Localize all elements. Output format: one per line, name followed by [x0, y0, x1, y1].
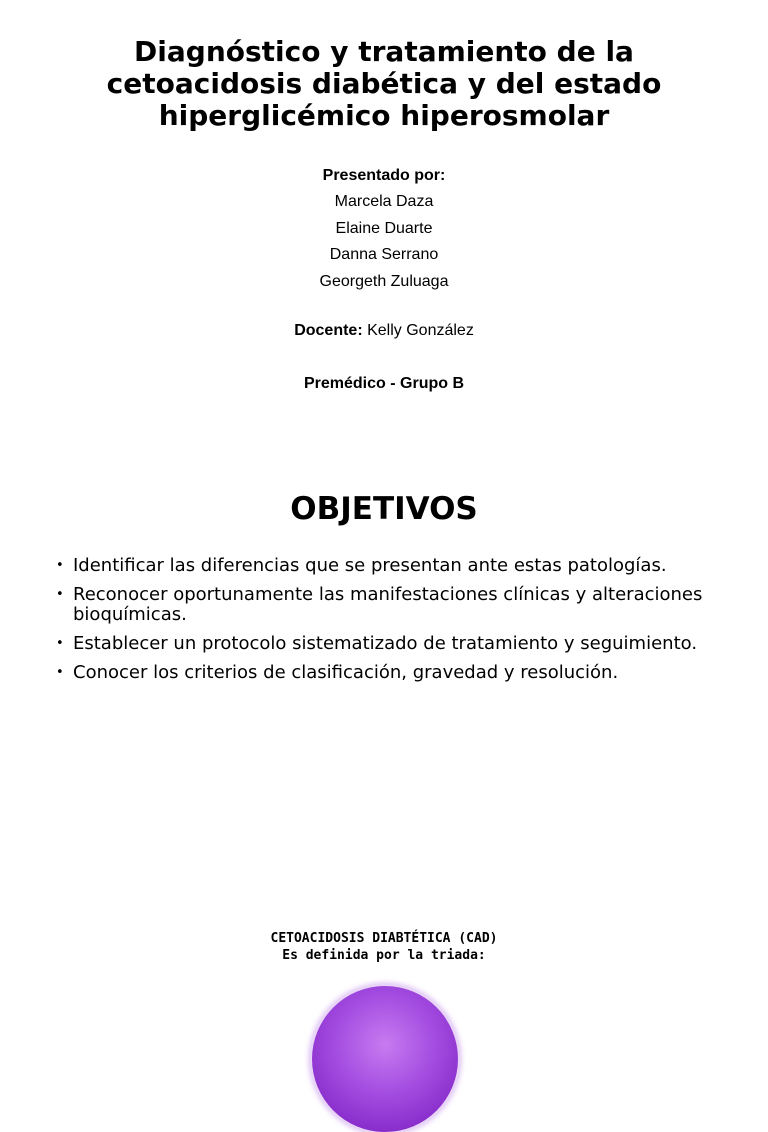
- objective-text: Establecer un protocolo sistematizado de tratamiento y seguimiento.: [73, 633, 698, 654]
- presenter-name: Elaine Duarte: [335, 219, 433, 237]
- objective-text: Identificar las diferencias que se presentan ante estas patologías.: [73, 555, 667, 576]
- presenters-block: [0, 163, 768, 295]
- list-item: [56, 634, 736, 654]
- docente-name: Kelly González: [367, 322, 474, 339]
- list-item: [56, 556, 736, 576]
- objectives-heading: OBJETIVOS: [290, 491, 478, 527]
- objective-text: Reconocer oportunamente las manifestaciones clínicas y alteraciones bioquímicas.: [73, 584, 703, 625]
- bullet-icon: •: [56, 665, 64, 680]
- bullet-icon: •: [56, 558, 64, 573]
- list-item: [56, 663, 736, 683]
- cad-subtitle: Es definida por la triada:: [282, 948, 486, 963]
- docente-label: Docente:: [294, 322, 363, 339]
- list-item: [56, 585, 736, 625]
- cad-heading: [0, 930, 768, 964]
- document-title: Diagnóstico y tratamiento de la cetoacidosis diabética y del estado hiperglicémico hiperosmolar: [106, 35, 662, 132]
- presenter-name: Marcela Daza: [334, 193, 434, 211]
- bullet-icon: •: [56, 636, 64, 651]
- presenter-name: Danna Serrano: [329, 246, 439, 264]
- presenter-name: Georgeth Zuluaga: [319, 272, 449, 290]
- docente-line: [0, 322, 768, 340]
- presented-by-label: Presentado por:: [322, 167, 446, 184]
- cad-title: CETOACIDOSIS DIABTÉTICA (CAD): [270, 931, 498, 946]
- triad-circle-shape: [312, 986, 458, 1132]
- objectives-list: [56, 556, 736, 692]
- objective-text: Conocer los criterios de clasificación, gravedad y resolución.: [73, 662, 619, 683]
- bullet-icon: •: [56, 587, 64, 602]
- slide-title: [0, 0, 768, 420]
- group-label: Premédico - Grupo B: [303, 375, 465, 392]
